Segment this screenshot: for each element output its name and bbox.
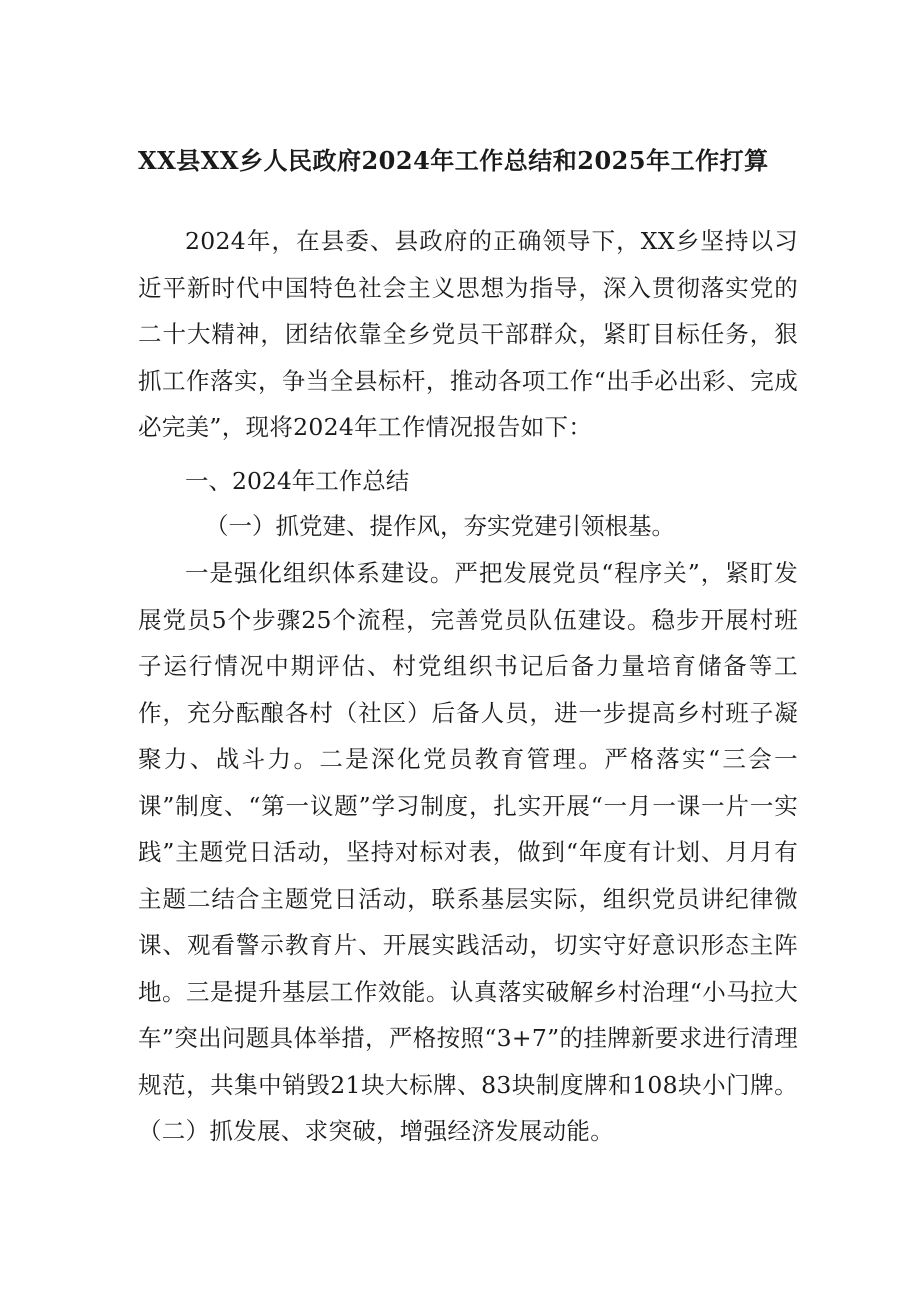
main-paragraph: 一是强化组织体系建设。严把发展党员“程序关”，紧盯发展党员5个步骤25个流程，完善党员队伍建设。稳步开展村班子运行情况中期评估、村党组织书记后备力量培育储备等工作，充分酝酿各村（社区）后备人员，进一步提高乡村班子凝聚力、战斗力。二是深化党员教育管理。严格落实“三会一课”制度、“第一议题”学习制度，扎实开展“一月一课一片一实践”主题党日活动，坚持对标对表，做到“年度有计划、月月有主题二结合主题党日活动，联系基层实际，组织党员讲纪律微课、观看警示教育片、开展实践活动，切实守好意识形态主阵地。三是提升基层工作效能。认真落实破解乡村治理“小马拉大车”突出问题具体举措，严格按照“3+7”的挂牌新要求进行清理规范，共集中销毁21块大标牌、83块制度牌和108块小门牌。（二）抓发展、求突破，增强经济发展动能。 (138, 559, 798, 1145)
document-title: XX县XX乡人民政府2024年工作总结和2025年工作打算 (138, 146, 769, 175)
intro-paragraph: 2024年，在县委、县政府的正确领导下，XX乡坚持以习近平新时代中国特色社会主义思想为指导，深入贯彻落实党的二十大精神，团结依靠全乡党员干部群众，紧盯目标任务，狠抓工作落实，争当全县标杆，推动各项工作“出手必出彩、完成必完美”，现将2024年工作情况报告如下： (138, 227, 798, 441)
subsection-heading: （一）抓党建、提作风，夯实党建引领根基。 (205, 512, 675, 540)
section-heading: 一、2024年工作总结 (185, 467, 410, 495)
